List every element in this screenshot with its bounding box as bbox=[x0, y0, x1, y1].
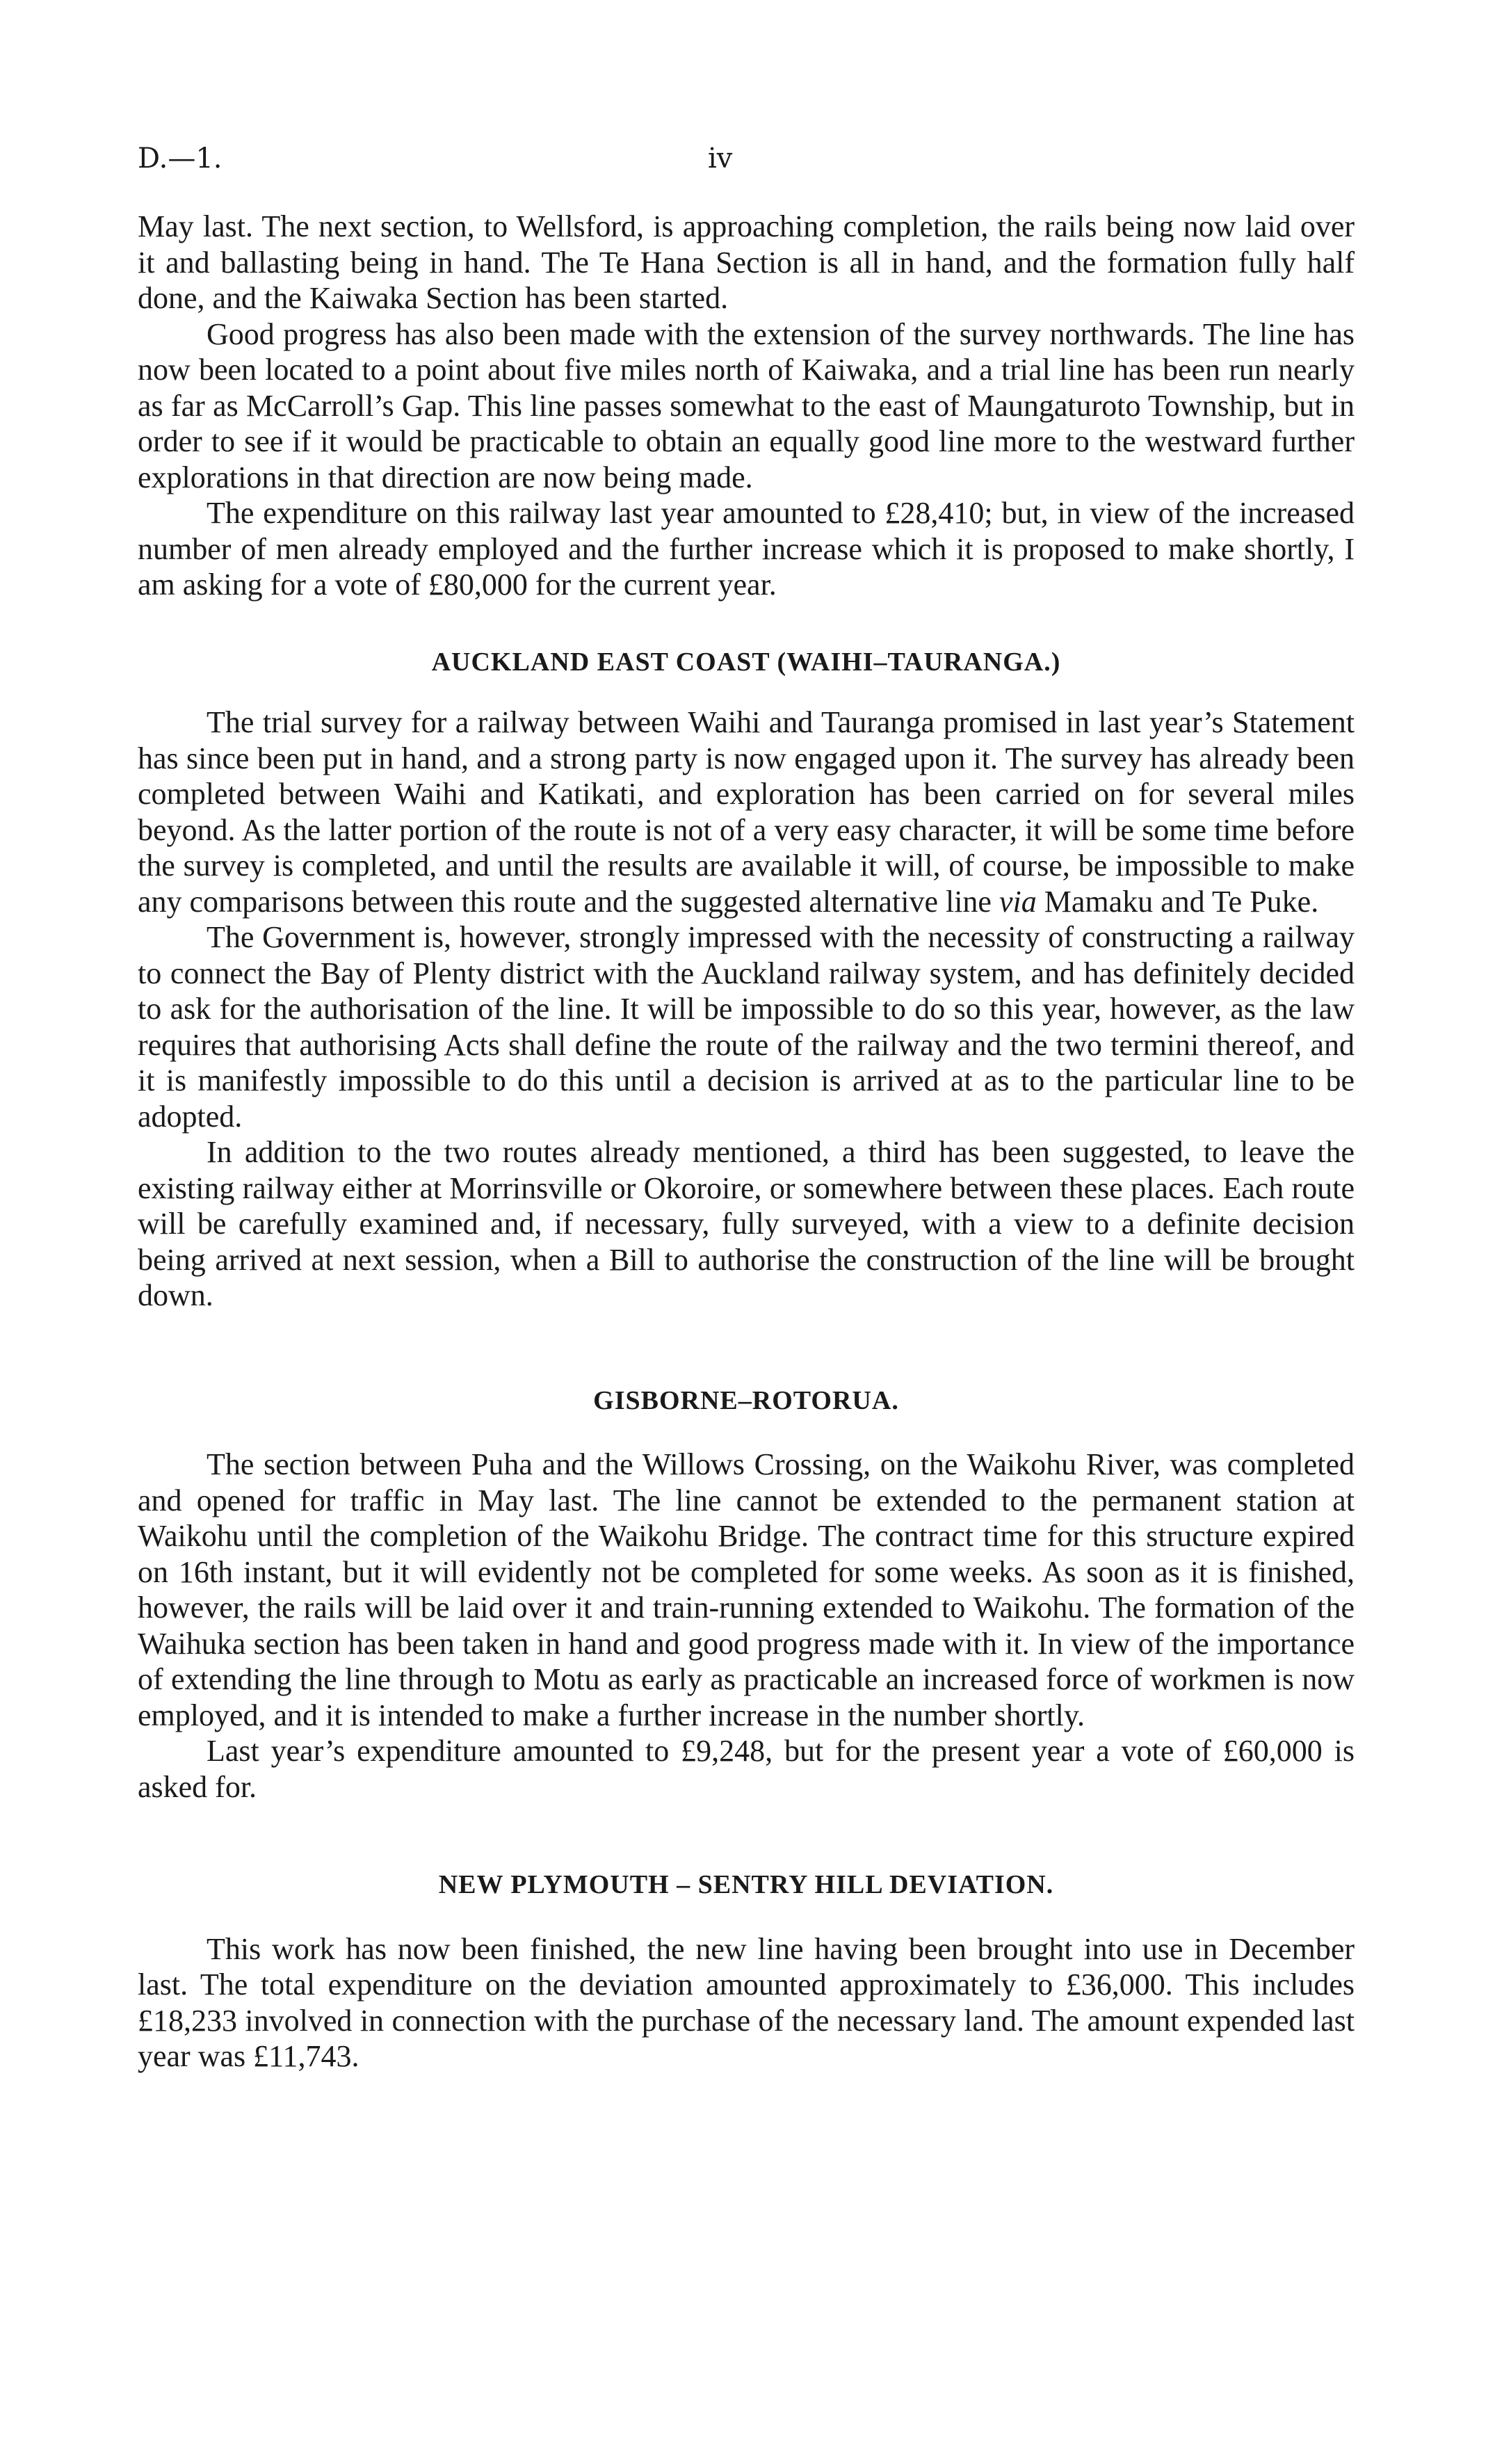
intro-paragraph-1: May last. The next section, to Wellsford, is approaching completion, the rails being now laid over it and ballasting being in hand. The Te Hana Section is all in hand, and the formation fully half done, and the Kaiwaka Section has been started. bbox=[138, 209, 1355, 315]
document-reference: D.—1. bbox=[138, 143, 223, 175]
aec-paragraph-3: In addition to the two routes already mentioned, a third has been suggested, to leave the existing railway either at Morrinsville or Okoroire, or somewhere between these places. Each route will be carefully examined and, if necessary, fully surveyed, with a view to a definite decision being arrived at next session, when a Bill to authorise the construction of the line will be brought down. bbox=[138, 1135, 1355, 1312]
gisborne-paragraph-1: The section between Puha and the Willows Crossing, on the Waikohu River, was completed and opened for traffic in May last. The line cannot be extended to the permanent station at Waikohu until the completion of the Waikohu Bridge. The contract time for this structure expired on 16th instant, but it will evidently not be completed for some weeks. As soon as it is finished, however, the rails will be laid over it and train-running extended to Waikohu. The formation of the Waihuka section has been taken in hand and good progress made with it. In view of the importance of extending the line through to Motu as early as practicable an increased force of workmen is now employed, and it is intended to make a further increase in the number shortly. bbox=[138, 1447, 1355, 1732]
section-heading-gisborne-rotorua: GISBORNE–ROTORUA. bbox=[593, 1385, 899, 1415]
page-header bbox=[138, 143, 1355, 184]
aec-paragraph-1: The trial survey for a railway between Waihi and Tauranga promised in last year’s Statement has since been put in hand, and a strong party is now engaged upon it. The survey has already been completed between Waihi and Katikati, and exploration has been carried on for several miles beyond. As the latter portion of the route is not of a very easy character, it will be some time before the survey is completed, and until the results are available it will, of course, be impossible to make any comparisons between this route and the suggested alternative line via Mamaku and Te Puke. bbox=[138, 705, 1355, 919]
intro-paragraph-3: The expenditure on this railway last year amounted to £28,410; but, in view of the increased number of men already employed and the further increase which it is proposed to make shortly, I am asking for a vote of £80,000 for the current year. bbox=[138, 496, 1355, 602]
italic-via: via bbox=[999, 884, 1037, 919]
section-heading-new-plymouth: NEW PLYMOUTH – SENTRY HILL DEVIATION. bbox=[438, 1870, 1054, 1899]
aec-paragraph-2: The Government is, however, strongly impressed with the necessity of constructing a railway to connect the Bay of Plenty district with the Auckland railway system, and has definitely decided to ask for the authorisation of the line. It will be impossible to do so this year, however, as the law requires that authorising Acts shall define the route of the railway and the two termini thereof, and it is manifestly impossible to do this until a decision is arrived at as to the particular line to be adopted. bbox=[138, 920, 1355, 1134]
page-number: iv bbox=[708, 143, 733, 175]
gisborne-paragraph-2: Last year’s expenditure amounted to £9,248, but for the present year a vote of £60,000 is asked for. bbox=[138, 1734, 1355, 1804]
section-heading-auckland-east-coast: AUCKLAND EAST COAST (WAIHI–TAURANGA.) bbox=[431, 647, 1061, 677]
document-body bbox=[138, 209, 1355, 2075]
intro-paragraph-2: Good progress has also been made with the extension of the survey northwards. The line has now been located to a point about five miles north of Kaiwaka, and a trial line has been run nearly as far as McCarroll’s Gap. This line passes somewhat to the east of Maungaturoto Township, but in order to see if it would be practicable to obtain an equally good line more to the westward further explorations in that direction are now being made. bbox=[138, 316, 1355, 494]
new-plymouth-paragraph-1: This work has now been finished, the new line having been brought into use in December last. The total expenditure on the deviation amounted approximately to £36,000. This includes £18,233 involved in connection with the purchase of the necessary land. The amount expended last year was £11,743. bbox=[138, 1931, 1355, 2073]
